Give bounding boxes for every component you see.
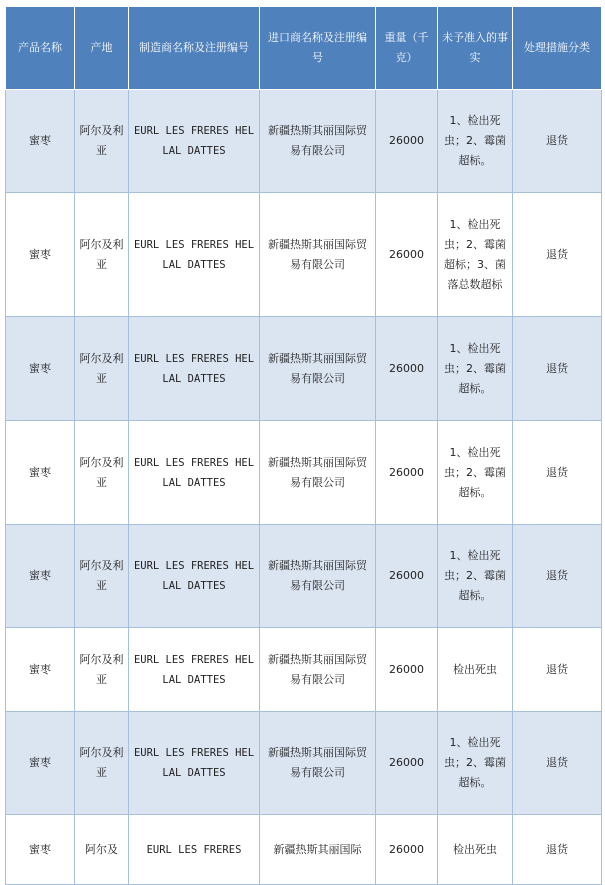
cell-action: 退货 [513, 815, 602, 885]
cell-importer: 新疆热斯其丽国际贸易有限公司 [260, 525, 376, 628]
table-row [6, 193, 602, 317]
cell-action: 退货 [513, 193, 602, 317]
table-row [6, 628, 602, 712]
header-manufacturer: 制造商名称及注册编号 [129, 7, 260, 90]
header-weight: 重量（千克） [376, 7, 438, 90]
cell-action: 退货 [513, 712, 602, 815]
cell-importer: 新疆热斯其丽国际 [260, 815, 376, 885]
cell-origin: 阿尔及利亚 [75, 90, 129, 193]
cell-product: 蜜枣 [6, 90, 75, 193]
cell-weight: 26000 [376, 712, 438, 815]
cell-origin: 阿尔及利亚 [75, 193, 129, 317]
header-importer: 进口商名称及注册编号 [260, 7, 376, 90]
cell-fact: 1、检出死虫；2、霉菌超标。 [438, 712, 513, 815]
header-action: 处理措施分类 [513, 7, 602, 90]
header-product: 产品名称 [6, 7, 75, 90]
cell-weight: 26000 [376, 525, 438, 628]
cell-action: 退货 [513, 628, 602, 712]
cell-action: 退货 [513, 317, 602, 421]
cell-fact: 检出死虫 [438, 815, 513, 885]
table-row [6, 815, 602, 885]
cell-origin: 阿尔及利亚 [75, 712, 129, 815]
cell-product: 蜜枣 [6, 317, 75, 421]
cell-product: 蜜枣 [6, 628, 75, 712]
cell-origin: 阿尔及利亚 [75, 525, 129, 628]
table-row [6, 525, 602, 628]
cell-origin: 阿尔及利亚 [75, 421, 129, 525]
cell-manufacturer: EURL LES FRERES HELLAL DATTES [129, 421, 260, 525]
cell-importer: 新疆热斯其丽国际贸易有限公司 [260, 90, 376, 193]
table-row [6, 317, 602, 421]
cell-origin: 阿尔及利亚 [75, 317, 129, 421]
cell-action: 退货 [513, 525, 602, 628]
cell-action: 退货 [513, 421, 602, 525]
header-row [6, 7, 602, 90]
cell-manufacturer: EURL LES FRERES HELLAL DATTES [129, 525, 260, 628]
cell-manufacturer: EURL LES FRERES HELLAL DATTES [129, 317, 260, 421]
cell-manufacturer: EURL LES FRERES HELLAL DATTES [129, 712, 260, 815]
cell-action: 退货 [513, 90, 602, 193]
cell-fact: 1、检出死虫；2、霉菌超标。 [438, 90, 513, 193]
cell-fact: 检出死虫 [438, 628, 513, 712]
cell-weight: 26000 [376, 628, 438, 712]
cell-importer: 新疆热斯其丽国际贸易有限公司 [260, 317, 376, 421]
cell-fact: 1、检出死虫；2、霉菌超标；3、菌落总数超标 [438, 193, 513, 317]
cell-product: 蜜枣 [6, 421, 75, 525]
cell-fact: 1、检出死虫；2、霉菌超标。 [438, 525, 513, 628]
cell-product: 蜜枣 [6, 815, 75, 885]
cell-importer: 新疆热斯其丽国际贸易有限公司 [260, 712, 376, 815]
cell-weight: 26000 [376, 317, 438, 421]
cell-manufacturer: EURL LES FRERES HELLAL DATTES [129, 193, 260, 317]
cell-weight: 26000 [376, 193, 438, 317]
cell-weight: 26000 [376, 815, 438, 885]
header-fact: 未予准入的事实 [438, 7, 513, 90]
cell-manufacturer: EURL LES FRERES HELLAL DATTES [129, 628, 260, 712]
cell-origin: 阿尔及利亚 [75, 628, 129, 712]
cell-product: 蜜枣 [6, 525, 75, 628]
table-row [6, 421, 602, 525]
table-row [6, 712, 602, 815]
cell-product: 蜜枣 [6, 193, 75, 317]
cell-fact: 1、检出死虫；2、霉菌超标。 [438, 421, 513, 525]
cell-manufacturer: EURL LES FRERES [129, 815, 260, 885]
rejected-imports-table [5, 6, 602, 885]
cell-fact: 1、检出死虫；2、霉菌超标。 [438, 317, 513, 421]
cell-importer: 新疆热斯其丽国际贸易有限公司 [260, 193, 376, 317]
cell-weight: 26000 [376, 421, 438, 525]
cell-product: 蜜枣 [6, 712, 75, 815]
cell-origin: 阿尔及 [75, 815, 129, 885]
header-origin: 产地 [75, 7, 129, 90]
cell-importer: 新疆热斯其丽国际贸易有限公司 [260, 421, 376, 525]
cell-importer: 新疆热斯其丽国际贸易有限公司 [260, 628, 376, 712]
table-row [6, 90, 602, 193]
cell-weight: 26000 [376, 90, 438, 193]
cell-manufacturer: EURL LES FRERES HELLAL DATTES [129, 90, 260, 193]
